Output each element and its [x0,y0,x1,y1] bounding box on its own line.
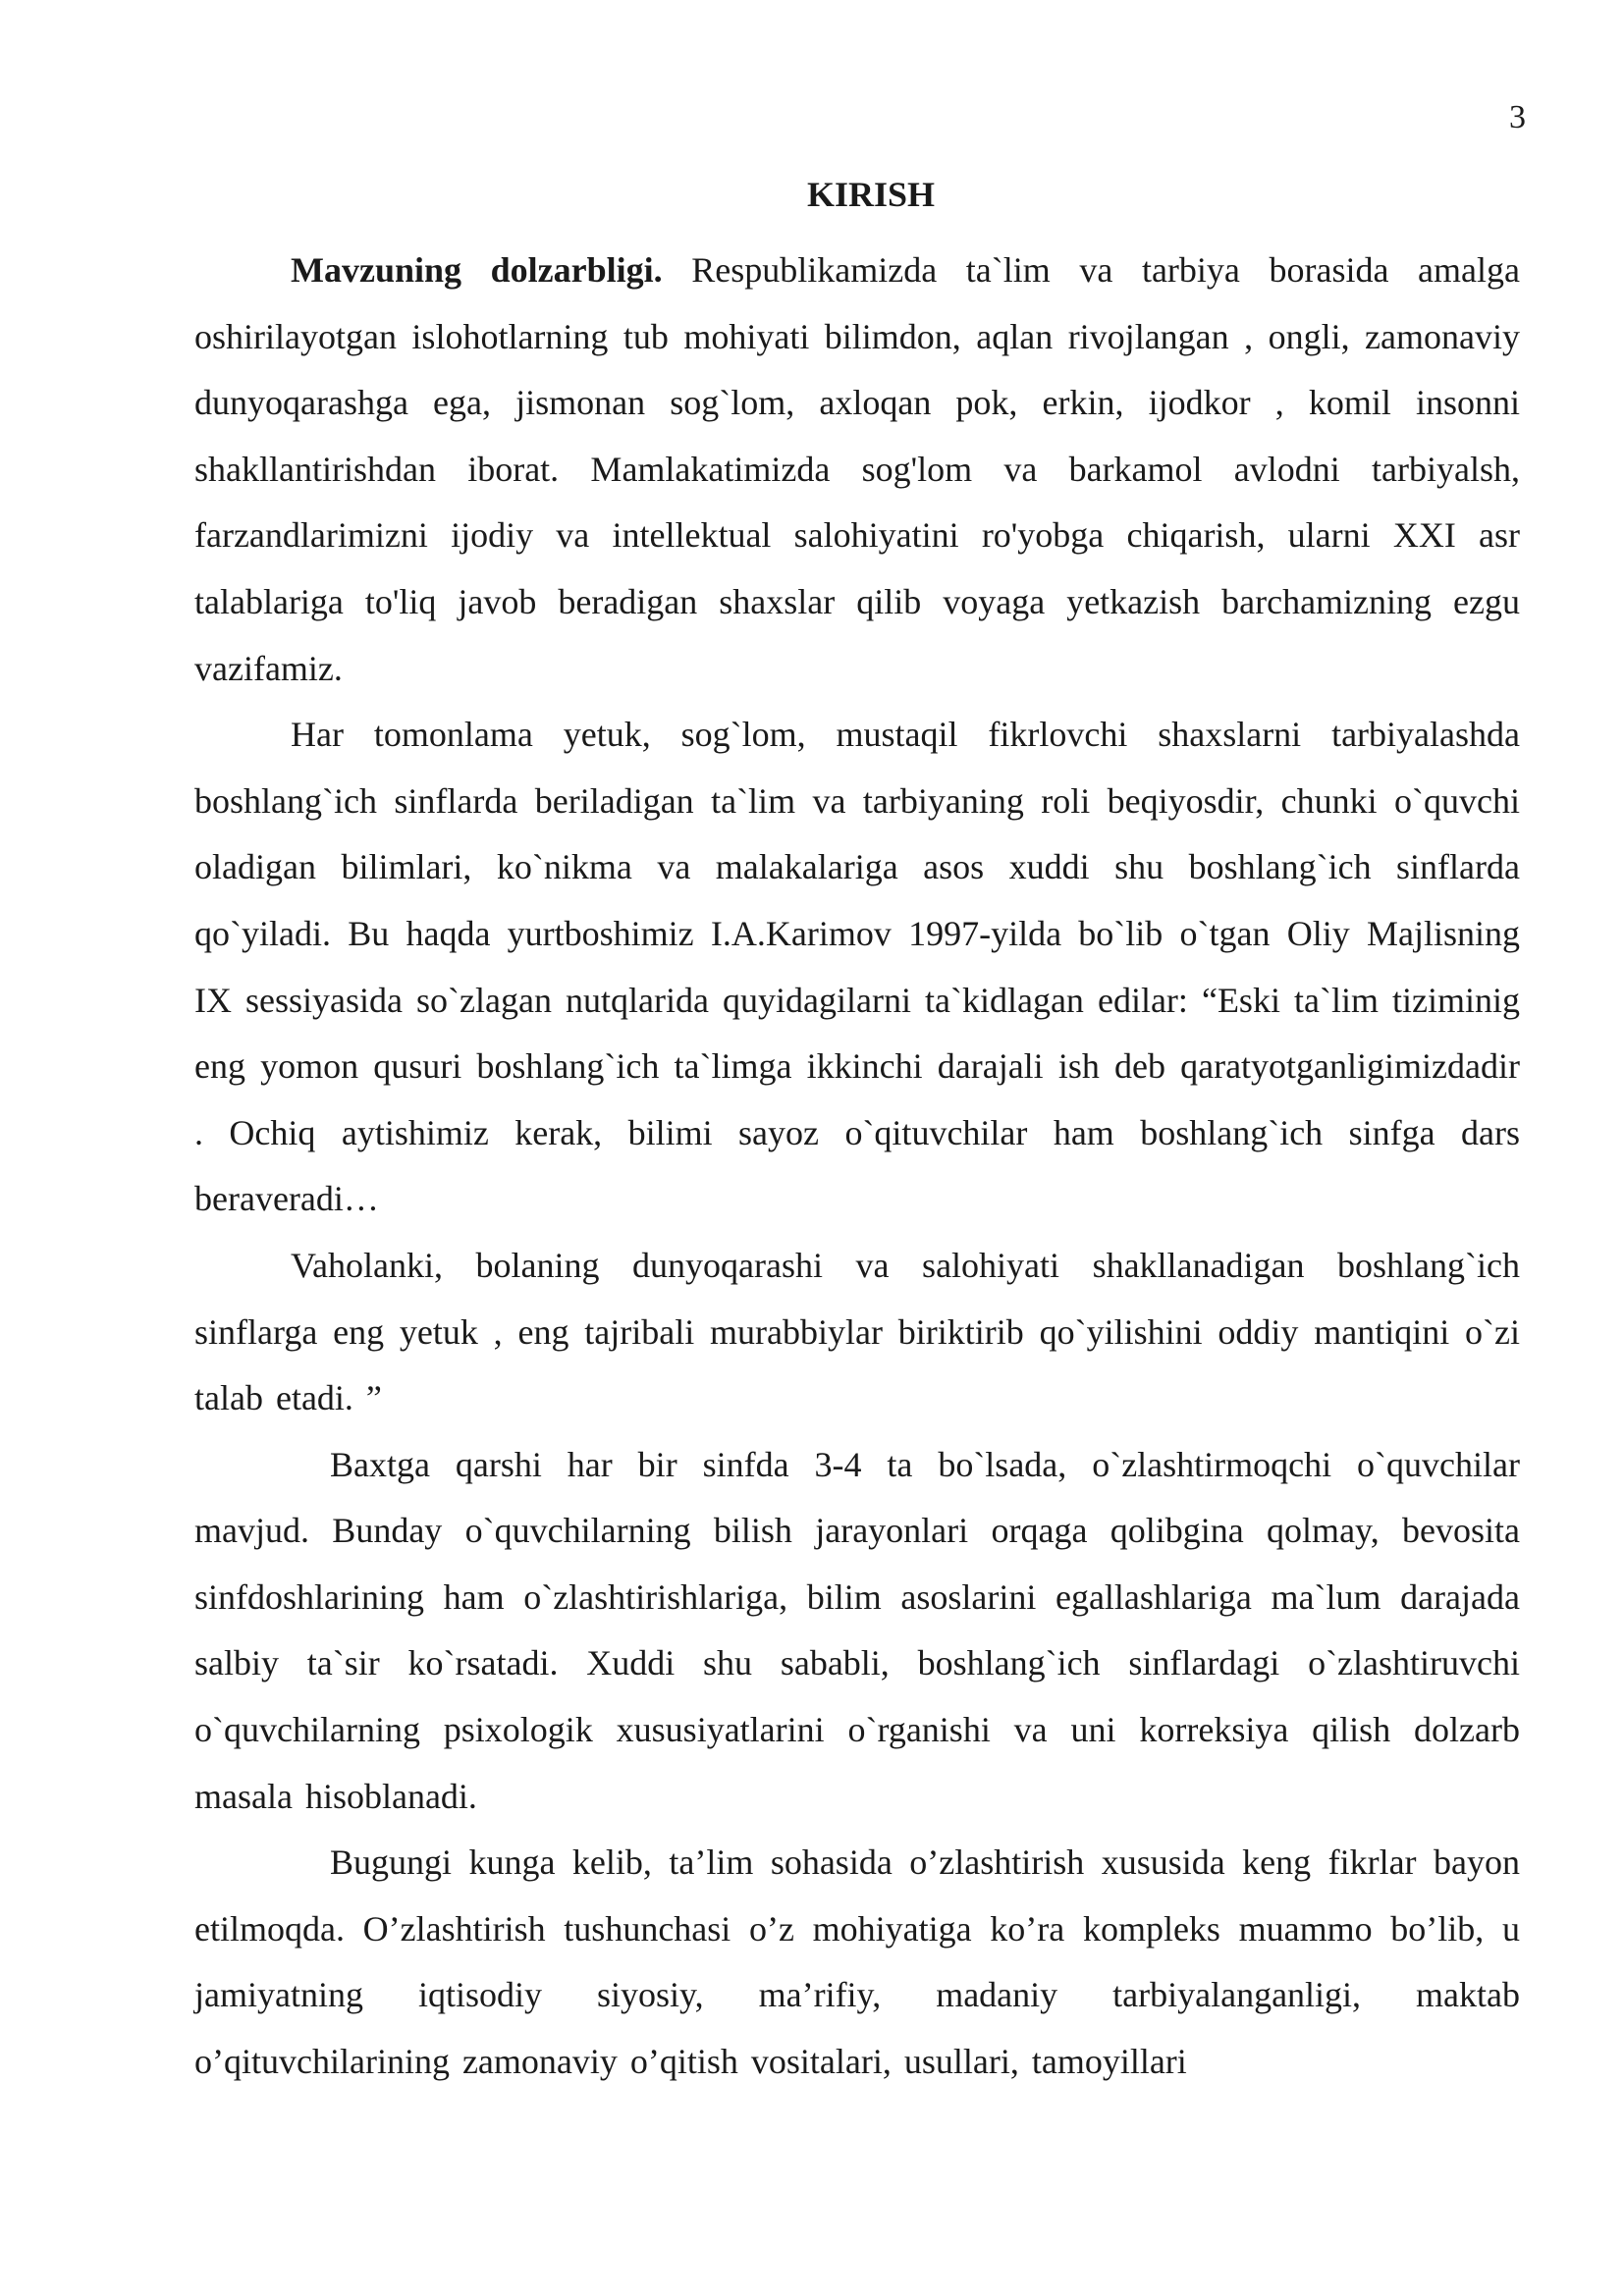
paragraph-underachievers [194,1432,1520,1831]
paragraph-quote-continuation [194,1233,1520,1432]
paragraph-relevance [194,238,1520,702]
page-content [194,169,1520,2096]
paragraph-text: Baxtga qarshi har bir sinfda 3-4 ta bo`lsada, o`zlashtirmoqchi o`quvchilar mavjud. Bunday o`quvchilarning bilish jarayonlari orqaga qolibgina qolmay, bevosita sinfdoshlarining ham o`zlashtirishlariga, bilim asoslarini egallashlariga ma`lum darajada salbiy ta`sir ko`rsatadi. Xuddi shu sababli, boshlang`ich sinflardagi o`zlashtiruvchi o`quvchilarning psixologik xususiyatlarini o`rganishi va uni korreksiya qilish dolzarb masala hisoblanadi. [194,1444,1520,1816]
paragraph-text: Har tomonlama yetuk, sog`lom, mustaqil fikrlovchi shaxslarni tarbiyalashda boshlang`ich sinflarda beriladigan ta`lim va tarbiyaning roli beqiyosdir, chunki o`quvchi oladigan bilimlari, ko`nikma va malakalariga asos xuddi shu boshlang`ich sinflarda qo`yiladi. Bu haqda yurtboshimiz I.A.Karimov 1997-yilda bo`lib o`tgan Oliy Majlisning IX sessiyasida so`zlagan nutqlarida quyidagilarni ta`kidlagan edilar: “Eski ta`lim tiziminig eng yomon qusuri boshlang`ich ta`limga ikkinchi darajali ish deb qaratyotganligimizdadir . Ochiq aytishimiz kerak, bilimi sayoz o`qituvchilar ham boshlang`ich sinfga dars beraveradi… [194,715,1520,1219]
paragraph-text: Bugungi kunga kelib, ta’lim sohasida o’zlashtirish xususida keng fikrlar bayon etilmoqda. O’zlashtirish tushunchasi o’z mohiyatiga ko’ra kompleks muammo bo’lib, u jamiyatning iqtisodiy siyosiy, ma’rifiy, madaniy tarbiyalanganligi, maktab o’qituvchilarining zamonaviy o’qitish vositalari, usullari, tamoyillari [194,1842,1520,2082]
paragraph-text: Respublikamizda ta`lim va tarbiya borasida amalga oshirilayotgan islohotlarning tub mohiyati bilimdon, aqlan rivojlangan , ongli, zamonaviy dunyoqarashga ega, jismonan sog`lom, axloqan pok, erkin, ijodkor , komil insonni shakllantirishdan iborat. Mamlakatimizda sog'lom va barkamol avlodni tarbiyalsh, farzandlarimizni ijodiy va intellektual salohiyatini ro'yobga chiqarish, ularni XXI asr talablariga to'liq javob beradigan shaxslar qilib voyaga yetkazish barchamizning ezgu vazifamiz. [194,250,1520,688]
section-title: KIRISH [806,175,936,214]
paragraph-text: Vaholanki, bolaning dunyoqarashi va salohiyati shakllanadigan boshlang`ich sinflarga eng yetuk , eng tajribali murabbiylar biriktirib qo`yilishini oddiy mantiqini o`zi talab etadi. ” [194,1245,1520,1418]
paragraph-primary-education [194,702,1520,1233]
paragraph-assimilation [194,1830,1520,2095]
page-number: 3 [1509,99,1526,135]
paragraph-lead: Mavzuning dolzarbligi. [291,250,663,290]
